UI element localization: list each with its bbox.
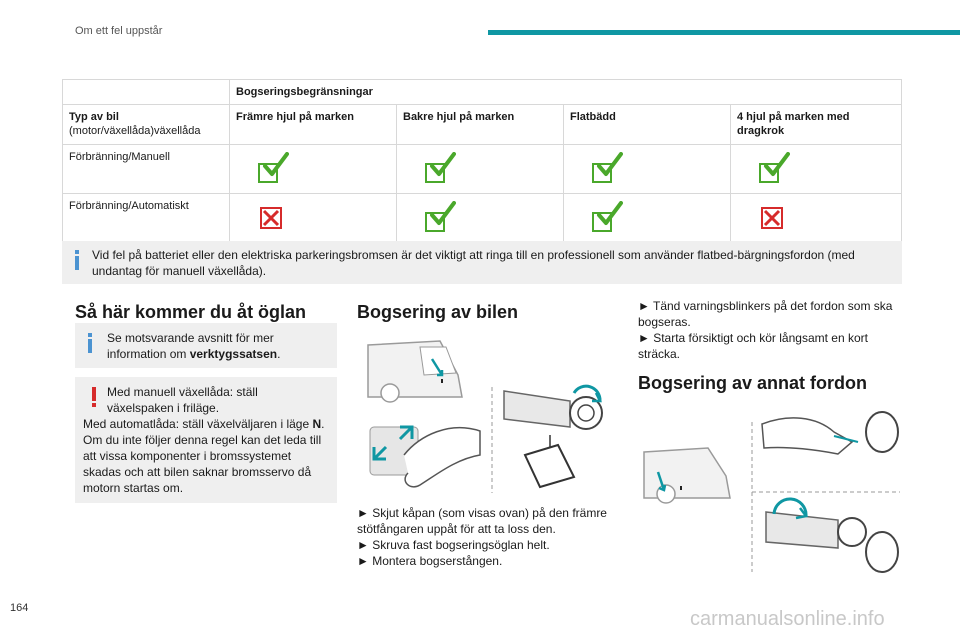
cross-icon — [256, 205, 286, 233]
table-corner — [63, 80, 230, 105]
cross-icon — [757, 205, 787, 233]
col-header: Bakre hjul på marken — [397, 105, 564, 145]
cell — [564, 194, 731, 243]
info-box: Se motsvarande avsnitt för mer information om verktygssatsen. — [75, 323, 337, 368]
step: ► Skruva fast bogseringsöglan helt. — [357, 538, 550, 552]
cell — [397, 145, 564, 194]
step: ► Skjut kåpan (som visas ovan) på den främre stötfångaren uppåt för att ta loss den. — [357, 506, 607, 536]
cell — [731, 145, 902, 194]
section-title: Om ett fel uppstår — [75, 25, 163, 37]
header-accent-bar — [488, 30, 960, 35]
checkmark-icon — [590, 156, 620, 184]
info-text: Se motsvarande avsnitt för mer information om — [107, 331, 274, 361]
step: ► Tänd varningsblinkers på det fordon som ska bogseras. — [638, 299, 893, 329]
heading-access-eye: Så här kommer du åt öglan — [75, 302, 307, 322]
row-header-sub: (motor/växellåda)växellåda — [69, 125, 201, 137]
checkmark-icon — [256, 156, 286, 184]
warning-line-1: Med manuell växellåda: ställ växelspaken i friläge. — [107, 385, 258, 415]
table-row — [63, 145, 902, 194]
step: ► Starta försiktigt och kör långsamt en kort sträcka. — [638, 331, 868, 361]
col-header: Flatbädd — [564, 105, 731, 145]
middle-steps — [357, 505, 617, 569]
row-header-title: Typ av bil — [69, 111, 119, 123]
warning-line-2: Med automatlåda: ställ växelväljaren i läge N. — [83, 417, 325, 431]
col-header: Främre hjul på marken — [230, 105, 397, 145]
notice-text: Vid fel på batteriet eller den elektriska parkeringsbromsen är det viktigt att ringa till en professionell som använder flatbed-bärgningsfordon (med undantag för manuell växellåda). — [92, 248, 855, 278]
watermark: carmanualsonline.info — [690, 608, 885, 630]
checkmark-icon — [423, 205, 453, 233]
cell — [230, 145, 397, 194]
row-header — [63, 105, 230, 145]
towing-other-illustration — [638, 402, 900, 580]
warning-box — [75, 377, 337, 503]
heading-tow-vehicle: Bogsering av bilen — [357, 302, 519, 322]
warning-line-3: Om du inte följer denna regel kan det leda till att vissa komponenter i bromssystemet skadas och att bilen saknar bromsservo då motorn startas om. — [83, 433, 322, 495]
step: ► Montera bogserstången. — [357, 554, 503, 568]
cell — [230, 194, 397, 243]
towing-eye-illustration — [360, 335, 618, 495]
towing-limits-table — [62, 79, 902, 243]
table-row — [63, 194, 902, 243]
info-icon — [75, 250, 79, 270]
cell — [397, 194, 564, 243]
row-label: Förbränning/Manuell — [63, 145, 230, 194]
cell — [564, 145, 731, 194]
heading-tow-other: Bogsering av annat fordon — [638, 373, 868, 393]
warning-icon — [92, 387, 96, 407]
table-title: Bogseringsbegränsningar — [230, 80, 902, 105]
checkmark-icon — [423, 156, 453, 184]
notice-box — [62, 241, 902, 284]
info-icon — [88, 333, 92, 353]
right-steps — [638, 298, 900, 362]
row-label: Förbränning/Automatiskt — [63, 194, 230, 243]
cell — [731, 194, 902, 243]
col-header: 4 hjul på marken med dragkrok — [731, 105, 902, 145]
checkmark-icon — [757, 156, 787, 184]
info-bold: verktygssatsen — [189, 347, 278, 361]
checkmark-icon — [590, 205, 620, 233]
page-number: 164 — [10, 602, 29, 614]
